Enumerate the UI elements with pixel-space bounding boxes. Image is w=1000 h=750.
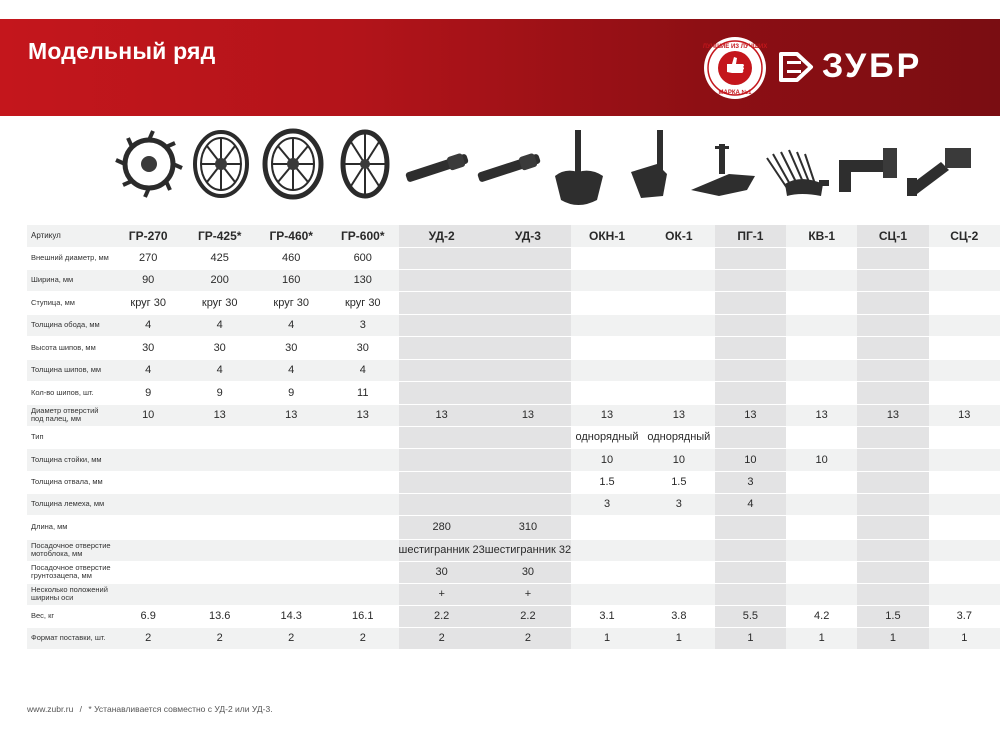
table-row <box>27 493 1000 515</box>
table-cell <box>786 471 857 493</box>
table-cell: 13 <box>255 404 327 426</box>
table-cell: 13 <box>485 404 571 426</box>
table-cell <box>485 471 571 493</box>
table-cell <box>929 314 1000 336</box>
table-cell: 4 <box>112 314 183 336</box>
table-cell <box>643 539 715 561</box>
table-cell <box>857 269 928 291</box>
row-label: Тип <box>27 426 112 448</box>
table-cell: шестигранник 32 <box>485 539 571 561</box>
page-title: Модельный ряд <box>28 38 216 64</box>
table-cell <box>485 247 571 269</box>
column-header: УД-3 <box>485 225 571 247</box>
table-cell: 13 <box>327 404 399 426</box>
table-cell: + <box>485 583 571 605</box>
row-label: Толщина обода, мм <box>27 314 112 336</box>
table-cell <box>715 583 786 605</box>
table-row <box>27 314 1000 336</box>
table-cell <box>184 515 256 539</box>
table-cell <box>857 493 928 515</box>
table-cell <box>929 448 1000 471</box>
table-row <box>27 605 1000 627</box>
table-cell <box>184 561 256 583</box>
table-cell <box>929 583 1000 605</box>
specs-table <box>27 225 1000 650</box>
table-row <box>27 381 1000 404</box>
row-label: Кол-во шипов, шт. <box>27 381 112 404</box>
row-label: Ширина, мм <box>27 269 112 291</box>
table-cell <box>485 448 571 471</box>
table-cell <box>786 336 857 359</box>
table-cell <box>399 381 485 404</box>
table-cell: круг 30 <box>184 291 256 314</box>
table-cell <box>255 561 327 583</box>
table-cell: 280 <box>399 515 485 539</box>
table-cell <box>399 291 485 314</box>
table-cell: 1 <box>571 627 643 649</box>
table-cell: 4.2 <box>786 605 857 627</box>
table-cell <box>929 539 1000 561</box>
column-header: ГР-425* <box>184 225 256 247</box>
table-cell: 2 <box>399 627 485 649</box>
corner-label: Артикул <box>27 225 112 247</box>
table-cell <box>571 359 643 381</box>
table-cell <box>786 493 857 515</box>
table-cell <box>643 561 715 583</box>
table-cell: круг 30 <box>112 291 183 314</box>
table-cell: 1.5 <box>571 471 643 493</box>
table-cell <box>399 426 485 448</box>
table-cell: 425 <box>184 247 256 269</box>
table-cell <box>929 336 1000 359</box>
table-cell <box>571 561 643 583</box>
svg-text:ЛУЧШИЕ ИЗ ЛУЧШИХ: ЛУЧШИЕ ИЗ ЛУЧШИХ <box>703 44 767 50</box>
table-cell: 2 <box>327 627 399 649</box>
table-cell <box>857 336 928 359</box>
row-label: Несколько положений ширины оси <box>27 583 112 605</box>
column-header: ОК-1 <box>643 225 715 247</box>
row-label: Ступица, мм <box>27 291 112 314</box>
wheel-425-image <box>185 118 257 226</box>
table-cell: 5.5 <box>715 605 786 627</box>
table-cell <box>786 539 857 561</box>
table-cell <box>112 493 183 515</box>
table-cell: 14.3 <box>255 605 327 627</box>
table-cell <box>112 426 183 448</box>
table-cell <box>643 381 715 404</box>
table-cell: 2 <box>255 627 327 649</box>
table-cell <box>857 448 928 471</box>
row-label: Толщина шипов, мм <box>27 359 112 381</box>
table-cell <box>399 471 485 493</box>
table-cell: 13 <box>929 404 1000 426</box>
table-row <box>27 627 1000 649</box>
table-cell: 2 <box>184 627 256 649</box>
plow-pg1-image <box>689 118 761 226</box>
table-cell <box>571 515 643 539</box>
table-cell <box>399 448 485 471</box>
table-cell <box>485 314 571 336</box>
table-cell <box>786 359 857 381</box>
table-cell <box>857 583 928 605</box>
table-cell <box>929 471 1000 493</box>
table-cell <box>786 291 857 314</box>
row-label: Вес, кг <box>27 605 112 627</box>
table-cell: 4 <box>715 493 786 515</box>
table-row <box>27 336 1000 359</box>
table-cell: + <box>399 583 485 605</box>
table-cell: однорядный <box>571 426 643 448</box>
table-cell: 2 <box>485 627 571 649</box>
brand-name: ЗУБР <box>822 47 923 85</box>
column-header: ОКН-1 <box>571 225 643 247</box>
table-cell: 9 <box>112 381 183 404</box>
table-cell: 30 <box>112 336 183 359</box>
table-cell <box>399 247 485 269</box>
table-cell <box>643 247 715 269</box>
table-cell <box>399 269 485 291</box>
table-cell: 10 <box>715 448 786 471</box>
table-row <box>27 359 1000 381</box>
table-cell <box>571 269 643 291</box>
table-cell <box>857 515 928 539</box>
table-cell <box>112 561 183 583</box>
wheel-460-image <box>257 118 329 226</box>
table-cell: 13 <box>857 404 928 426</box>
table-cell: 30 <box>255 336 327 359</box>
row-label: Формат поставки, шт. <box>27 627 112 649</box>
table-cell <box>643 359 715 381</box>
footer <box>27 704 277 714</box>
table-cell: 3.8 <box>643 605 715 627</box>
table-row <box>27 404 1000 426</box>
table-row <box>27 515 1000 539</box>
table-cell: однорядный <box>643 426 715 448</box>
table-cell: 30 <box>399 561 485 583</box>
table-cell <box>643 515 715 539</box>
table-cell <box>485 493 571 515</box>
table-cell <box>786 561 857 583</box>
table-cell <box>715 336 786 359</box>
table-cell: 4 <box>255 359 327 381</box>
footer-site: www.zubr.ru <box>27 704 74 714</box>
footer-separator: / <box>79 704 83 714</box>
table-row <box>27 561 1000 583</box>
table-cell: 1.5 <box>857 605 928 627</box>
table-cell: 13 <box>184 404 256 426</box>
table-cell <box>929 561 1000 583</box>
table-cell <box>255 448 327 471</box>
table-cell <box>643 269 715 291</box>
row-label: Толщина стойки, мм <box>27 448 112 471</box>
table-cell: 13 <box>786 404 857 426</box>
hitch-sc1-image <box>833 118 905 226</box>
svg-text:МАРКА №1: МАРКА №1 <box>718 90 752 96</box>
table-cell <box>786 314 857 336</box>
table-cell: 30 <box>184 336 256 359</box>
column-header: ГР-600* <box>327 225 399 247</box>
table-cell <box>643 583 715 605</box>
table-cell <box>643 314 715 336</box>
table-cell: 13 <box>643 404 715 426</box>
table-cell <box>571 314 643 336</box>
table-cell: 4 <box>112 359 183 381</box>
table-cell <box>571 247 643 269</box>
table-cell <box>786 426 857 448</box>
column-header: ПГ-1 <box>715 225 786 247</box>
table-cell <box>399 314 485 336</box>
table-cell <box>485 359 571 381</box>
table-cell <box>184 471 256 493</box>
table-cell <box>399 336 485 359</box>
table-cell: 9 <box>184 381 256 404</box>
table-cell: 600 <box>327 247 399 269</box>
table-cell <box>643 291 715 314</box>
table-cell <box>929 493 1000 515</box>
table-cell <box>327 493 399 515</box>
table-cell: 3 <box>327 314 399 336</box>
table-cell <box>643 336 715 359</box>
table-cell: 3 <box>571 493 643 515</box>
table-cell <box>112 539 183 561</box>
table-cell <box>715 539 786 561</box>
table-cell: 30 <box>327 336 399 359</box>
table-cell <box>184 426 256 448</box>
table-cell <box>715 515 786 539</box>
table-cell <box>255 539 327 561</box>
table-cell: 4 <box>184 359 256 381</box>
table-row <box>27 539 1000 561</box>
table-cell: шестигранник 23 <box>399 539 485 561</box>
table-cell: 2.2 <box>399 605 485 627</box>
wheel-600-image <box>329 118 401 226</box>
table-cell <box>399 359 485 381</box>
table-cell <box>715 269 786 291</box>
table-cell <box>399 493 485 515</box>
column-header: КВ-1 <box>786 225 857 247</box>
table-cell <box>857 426 928 448</box>
table-cell <box>327 515 399 539</box>
table-cell <box>929 426 1000 448</box>
table-cell <box>715 561 786 583</box>
table-cell <box>571 539 643 561</box>
table-row <box>27 247 1000 269</box>
table-cell: 13.6 <box>184 605 256 627</box>
table-row <box>27 583 1000 605</box>
table-cell: 2.2 <box>485 605 571 627</box>
column-header: СЦ-1 <box>857 225 928 247</box>
table-cell <box>786 515 857 539</box>
column-header: СЦ-2 <box>929 225 1000 247</box>
table-cell: 200 <box>184 269 256 291</box>
table-cell <box>571 291 643 314</box>
table-cell <box>327 426 399 448</box>
table-cell <box>485 426 571 448</box>
table-cell: 13 <box>571 404 643 426</box>
row-label: Высота шипов, мм <box>27 336 112 359</box>
table-cell <box>255 471 327 493</box>
table-cell <box>112 515 183 539</box>
row-label: Толщина лемеха, мм <box>27 493 112 515</box>
table-cell: 6.9 <box>112 605 183 627</box>
table-cell: 460 <box>255 247 327 269</box>
table-cell: 90 <box>112 269 183 291</box>
table-cell <box>929 515 1000 539</box>
table-cell <box>184 493 256 515</box>
table-cell <box>857 471 928 493</box>
row-label: Внешний диаметр, мм <box>27 247 112 269</box>
table-cell <box>327 539 399 561</box>
table-cell: круг 30 <box>327 291 399 314</box>
table-row <box>27 471 1000 493</box>
table-cell: 4 <box>255 314 327 336</box>
table-cell <box>715 314 786 336</box>
hiller-ok1-image <box>617 118 689 226</box>
table-cell: 3 <box>715 471 786 493</box>
table-cell <box>857 539 928 561</box>
table-cell <box>571 336 643 359</box>
table-cell <box>715 426 786 448</box>
table-cell <box>786 381 857 404</box>
zubr-logo-icon <box>779 50 815 84</box>
table-cell: 160 <box>255 269 327 291</box>
hiller-okn1-image <box>545 118 617 226</box>
table-cell <box>255 493 327 515</box>
table-cell <box>485 291 571 314</box>
table-cell <box>255 426 327 448</box>
table-cell <box>857 314 928 336</box>
table-row <box>27 269 1000 291</box>
table-cell: 9 <box>255 381 327 404</box>
table-cell: 3.7 <box>929 605 1000 627</box>
table-cell: 11 <box>327 381 399 404</box>
table-cell: 10 <box>571 448 643 471</box>
table-cell: 130 <box>327 269 399 291</box>
table-cell: 1 <box>643 627 715 649</box>
table-cell: 10 <box>112 404 183 426</box>
table-cell: 1 <box>715 627 786 649</box>
row-label: Посадочное отверстие грунтозацепа, мм <box>27 561 112 583</box>
row-label: Посадочное отверстие мотоблока, мм <box>27 539 112 561</box>
table-cell <box>857 561 928 583</box>
table-cell <box>786 583 857 605</box>
table-cell <box>327 583 399 605</box>
table-row <box>27 426 1000 448</box>
table-cell <box>857 247 928 269</box>
table-cell: 4 <box>327 359 399 381</box>
table-cell <box>112 448 183 471</box>
table-row <box>27 291 1000 314</box>
table-cell: 310 <box>485 515 571 539</box>
table-cell: 10 <box>786 448 857 471</box>
table-cell <box>786 247 857 269</box>
table-cell: 13 <box>399 404 485 426</box>
table-cell <box>327 448 399 471</box>
product-images-row <box>0 118 1000 226</box>
table-cell: 270 <box>112 247 183 269</box>
table-cell: 16.1 <box>327 605 399 627</box>
column-header: УД-2 <box>399 225 485 247</box>
table-cell <box>929 291 1000 314</box>
table-cell <box>715 247 786 269</box>
table-cell <box>184 583 256 605</box>
table-cell: 30 <box>485 561 571 583</box>
table-cell: 2 <box>112 627 183 649</box>
table-cell <box>112 583 183 605</box>
table-cell <box>184 539 256 561</box>
column-header: ГР-270 <box>112 225 183 247</box>
best-of-best-seal-icon <box>703 36 767 100</box>
table-cell <box>786 269 857 291</box>
table-cell <box>929 269 1000 291</box>
table-cell <box>571 583 643 605</box>
wheel-270-image <box>113 118 185 226</box>
extension-ud2-image <box>401 118 473 226</box>
table-cell: 4 <box>184 314 256 336</box>
table-cell: 3.1 <box>571 605 643 627</box>
table-cell: 1 <box>929 627 1000 649</box>
table-cell: 13 <box>715 404 786 426</box>
table-cell <box>929 247 1000 269</box>
table-cell <box>485 269 571 291</box>
table-cell <box>327 561 399 583</box>
table-cell <box>255 583 327 605</box>
table-cell <box>571 381 643 404</box>
hitch-sc2-image <box>905 118 977 226</box>
column-header: ГР-460* <box>255 225 327 247</box>
table-cell: круг 30 <box>255 291 327 314</box>
footer-note: * Устанавливается совместно с УД-2 или УД-3. <box>88 704 273 714</box>
table-cell: 10 <box>643 448 715 471</box>
table-cell: 3 <box>643 493 715 515</box>
table-cell <box>715 359 786 381</box>
table-cell <box>857 359 928 381</box>
table-cell <box>715 291 786 314</box>
table-cell <box>929 359 1000 381</box>
table-cell <box>485 336 571 359</box>
table-cell <box>857 291 928 314</box>
table-cell <box>857 381 928 404</box>
table-row <box>27 448 1000 471</box>
rake-kv1-image <box>761 118 833 226</box>
table-cell <box>255 515 327 539</box>
row-label: Толщина отвала, мм <box>27 471 112 493</box>
extension-ud3-image <box>473 118 545 226</box>
table-cell <box>485 381 571 404</box>
table-cell: 1.5 <box>643 471 715 493</box>
table-cell <box>184 448 256 471</box>
row-label: Длина, мм <box>27 515 112 539</box>
table-cell: 1 <box>857 627 928 649</box>
table-cell: 1 <box>786 627 857 649</box>
table-cell <box>929 381 1000 404</box>
row-label: Диаметр отверстий под палец, мм <box>27 404 112 426</box>
table-cell <box>715 381 786 404</box>
table-cell <box>327 471 399 493</box>
table-cell <box>112 471 183 493</box>
